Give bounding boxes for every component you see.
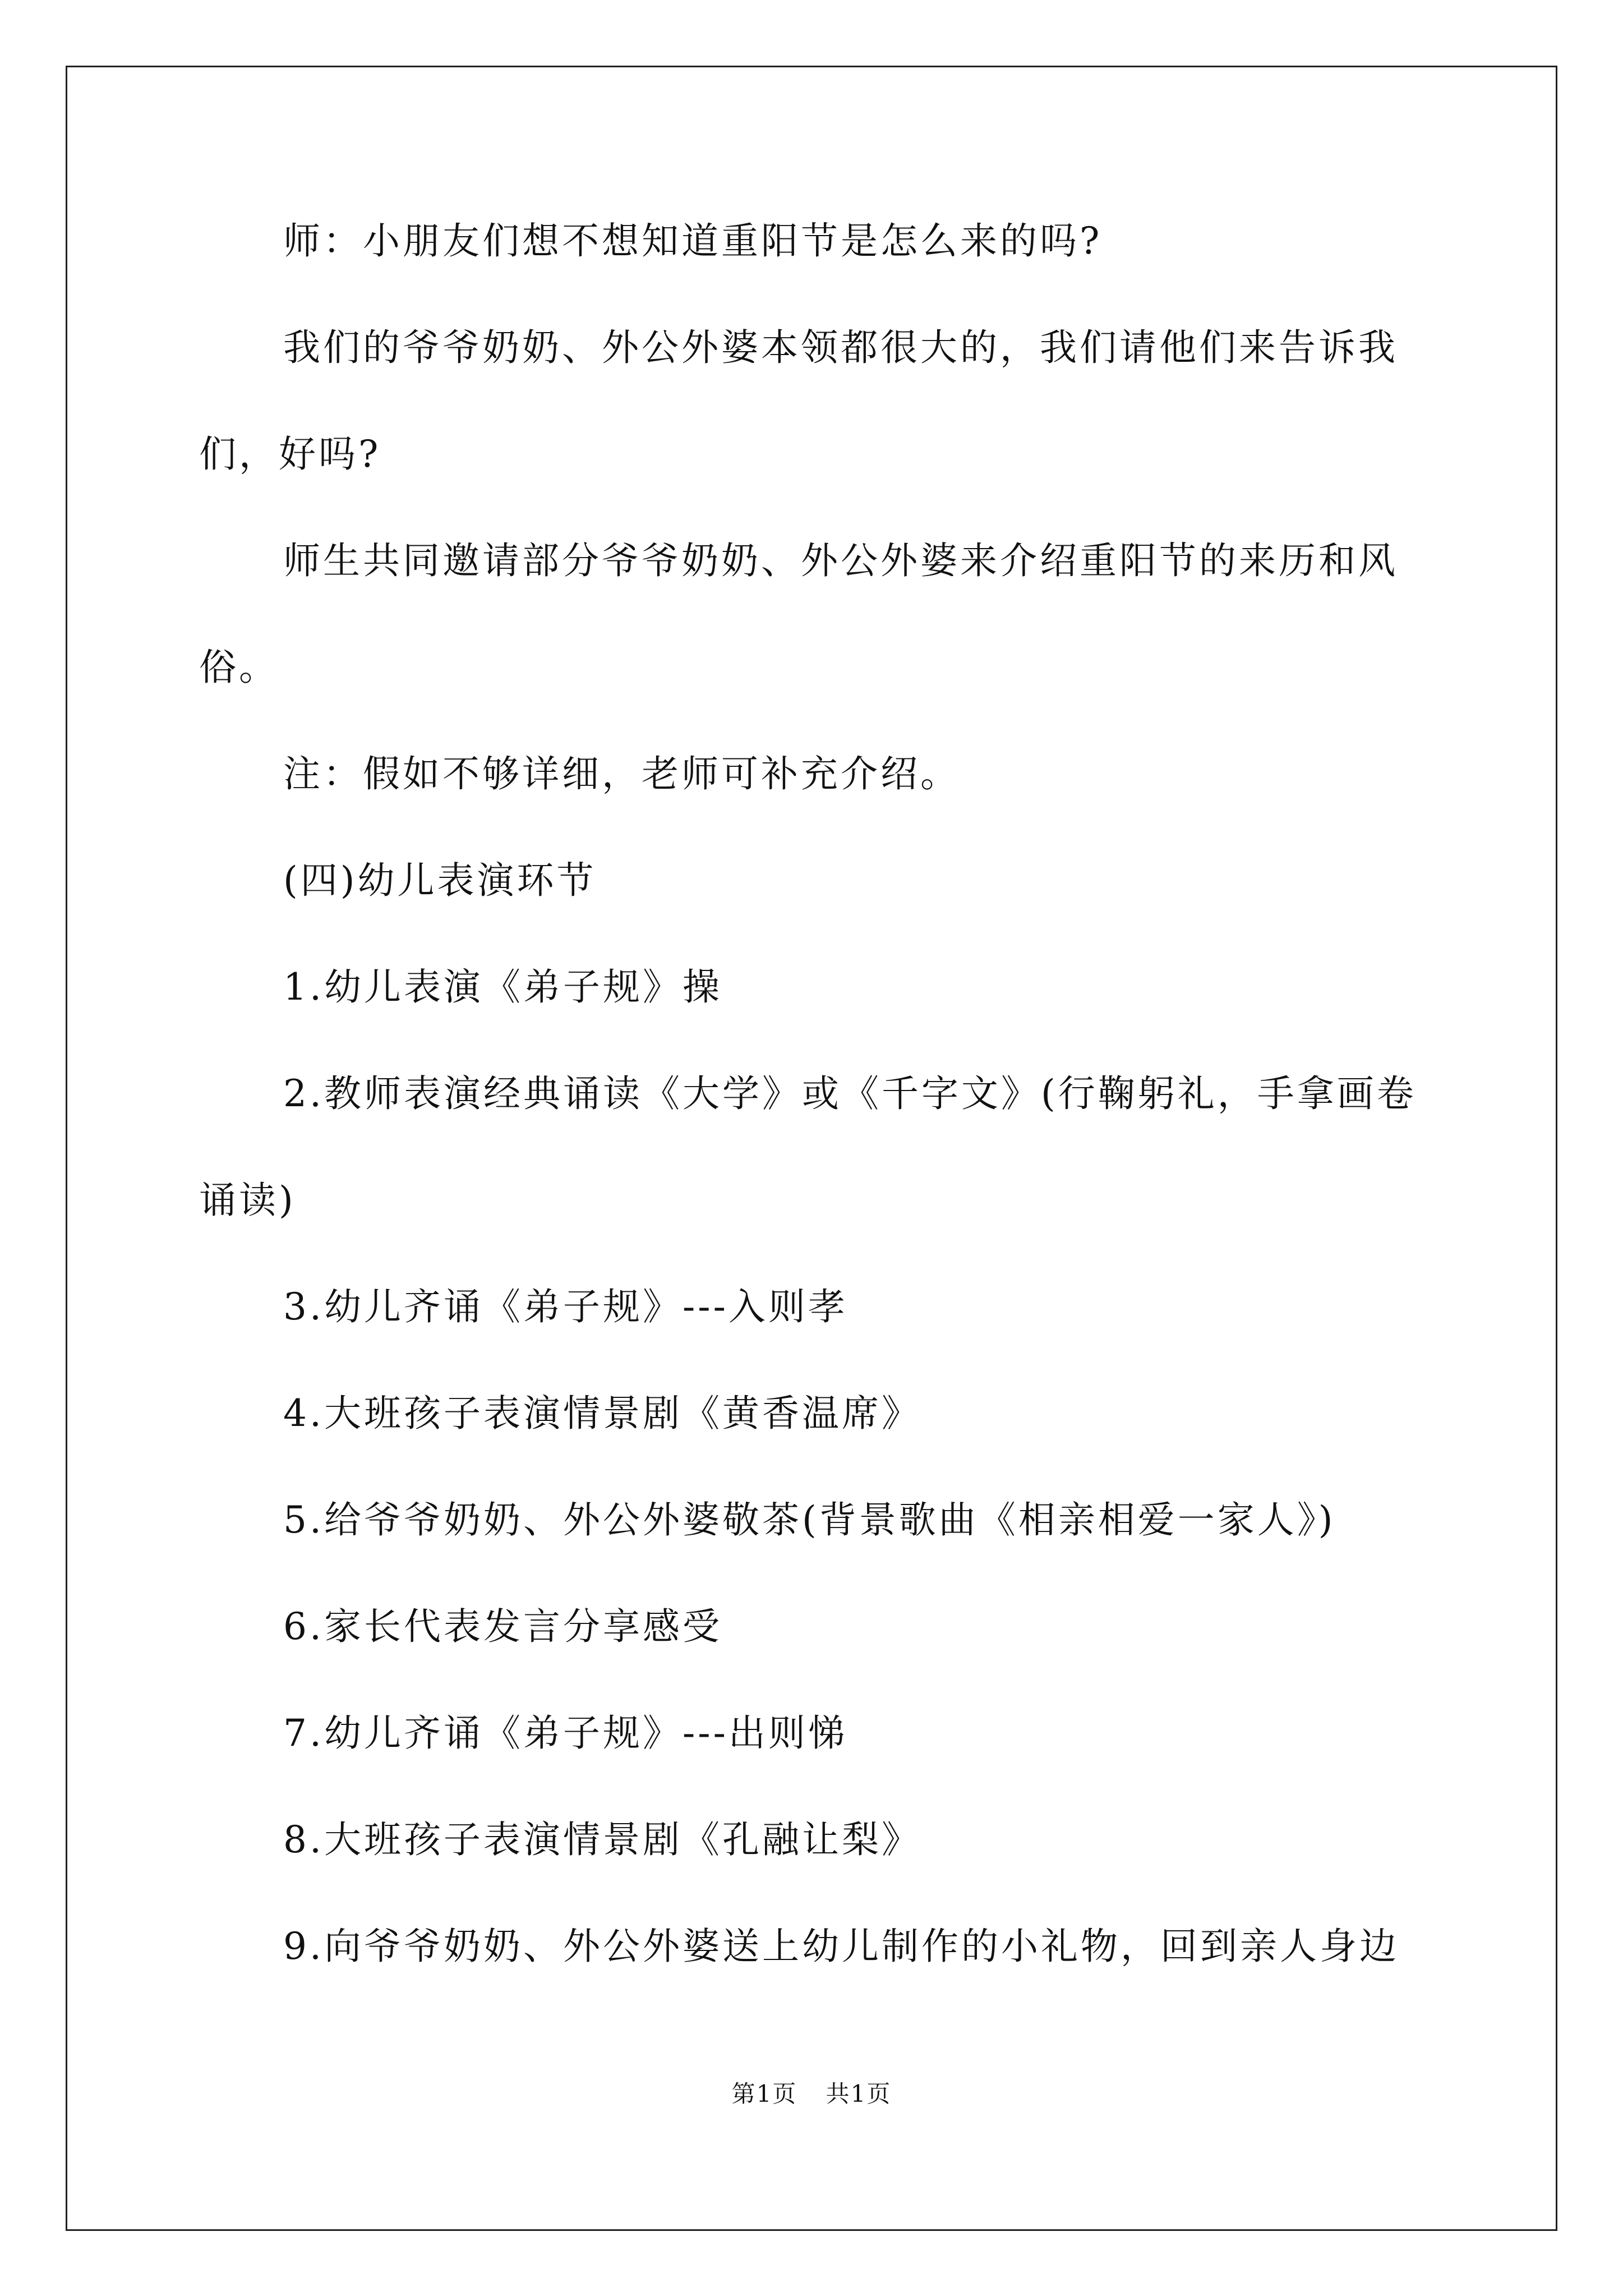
list-item-3: 3.幼儿齐诵《弟子规》---入则孝 [283, 1285, 848, 1328]
paragraph-3: 师生共同邀请部分爷爷奶奶、外公外婆来介绍重阳节的来历和风俗。 [199, 539, 1398, 689]
list-item-9: 9.向爷爷奶奶、外公外婆送上幼儿制作的小礼物，回到亲人身边 [283, 1925, 1399, 1968]
list-item-6: 6.家长代表发言分享感受 [283, 1605, 722, 1648]
section-heading: (四)幼儿表演环节 [283, 859, 597, 902]
list-item-4: 4.大班孩子表演情景剧《黄香温席》 [283, 1392, 921, 1435]
list-item-1: 1.幼儿表演《弟子规》操 [283, 965, 722, 1009]
page-number: 第1页 [731, 2080, 797, 2108]
list-item-7: 7.幼儿齐诵《弟子规》---出则悌 [283, 1711, 848, 1755]
page-footer [0, 2076, 1623, 2109]
list-item-5: 5.给爷爷奶奶、外公外婆敬茶(背景歌曲《相亲相爱一家人》) [283, 1498, 1336, 1542]
list-item-8: 8.大班孩子表演情景剧《孔融让梨》 [283, 1818, 921, 1861]
paragraph-1: 师：小朋友们想不想知道重阳节是怎么来的吗? [283, 219, 1103, 263]
paragraph-4: 注：假如不够详细，老师可补充介绍。 [283, 752, 960, 795]
list-item-2: 2.教师表演经典诵读《大学》或《千字文》(行鞠躬礼，手拿画卷诵读) [199, 1072, 1417, 1222]
page-total: 共1页 [826, 2080, 892, 2108]
paragraph-2: 我们的爷爷奶奶、外公外婆本领都很大的，我们请他们来告诉我们，好吗? [199, 326, 1398, 476]
